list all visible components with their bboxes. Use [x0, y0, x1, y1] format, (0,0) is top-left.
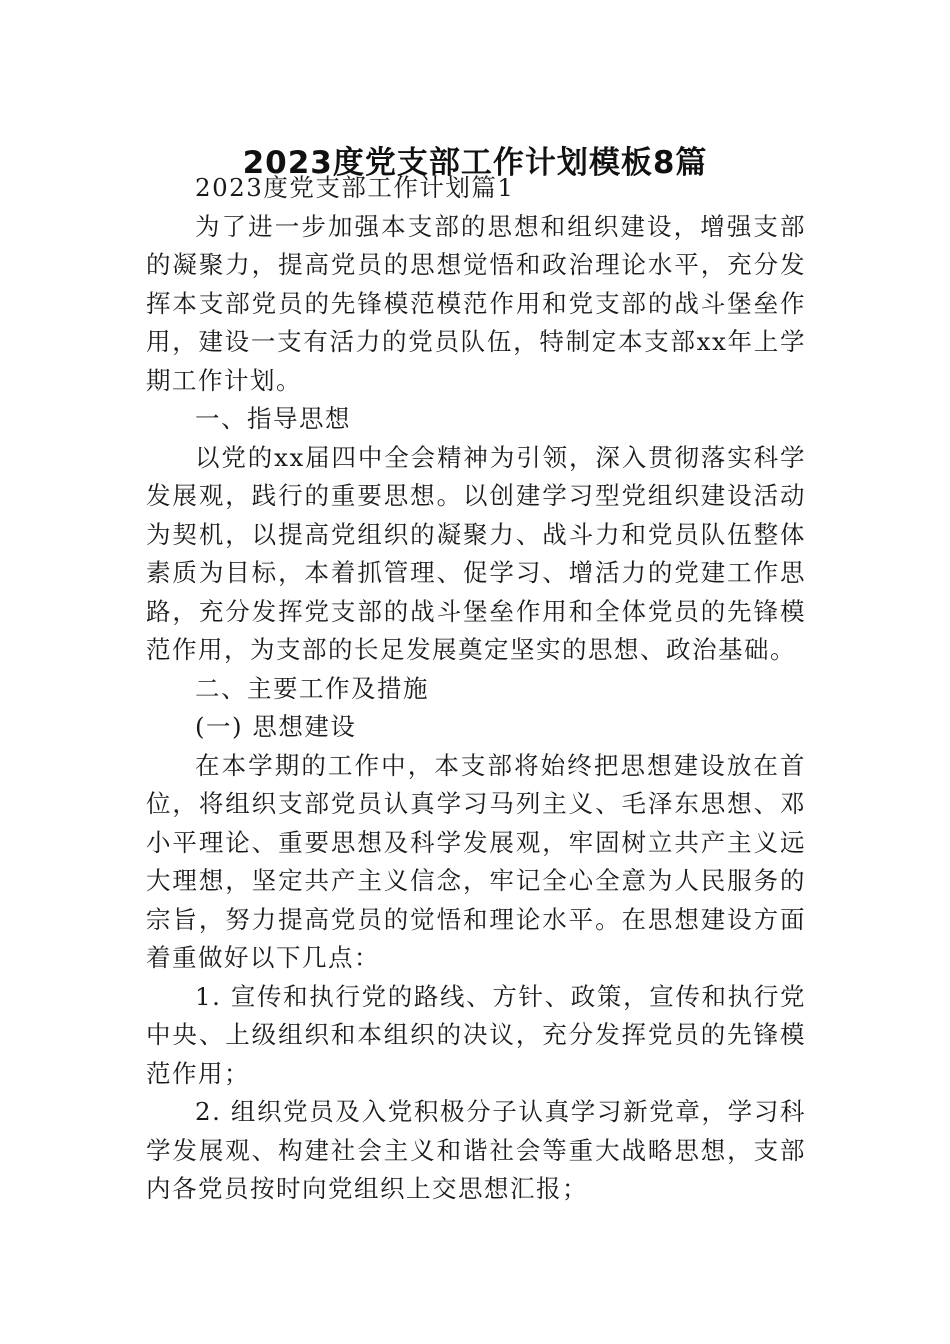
list-item: 1. 宣传和执行党的路线、方针、政策，宣传和执行党中央、上级组织和本组织的决议，充分发挥党员的先锋模范作用； [146, 981, 806, 1088]
subsection-heading-ideological: (一) 思想建设 [195, 712, 357, 741]
document-body [146, 169, 806, 1209]
body-paragraph: 为了进一步加强本支部的思想和组织建设，增强支部的凝聚力，提高党员的思想觉悟和政治理论水平，充分发挥本支部党员的先锋模范模范作用和党支部的战斗堡垒作用，建设一支有活力的党员队伍，特制定本支部xx年上学期工作计划。 [146, 211, 806, 395]
list-item: 2. 组织党员及入党积极分子认真学习新党章，学习科学发展观、构建社会主义和谐社会等重大战略思想，支部内各党员按时向党组织上交思想汇报； [146, 1097, 806, 1203]
body-paragraph: 以党的xx届四中全会精神为引领，深入贯彻落实科学发展观，践行的重要思想。以创建学习型党组织建设活动为契机，以提高党组织的凝聚力、战斗力和党员队伍整体素质为目标，本着抓管理、促学习、增活力的党建工作思路，充分发挥党支部的战斗堡垒作用和全体党员的先锋模范作用，为支部的长足发展奠定坚实的思想、政治基础。 [146, 442, 806, 664]
body-paragraph: 在本学期的工作中，本支部将始终把思想建设放在首位，将组织支部党员认真学习马列主义、毛泽东思想、邓小平理论、重要思想及科学发展观，牢固树立共产主义远大理想，坚定共产主义信念，牢记全心全意为人民服务的宗旨，努力提高党员的觉悟和理论水平。在思想建设方面着重做好以下几点： [146, 750, 806, 972]
document-title: 2023度党支部工作计划模板8篇 [242, 144, 708, 181]
section-heading-guiding-thought: 一、指导思想 [195, 404, 351, 433]
section-heading-main-work: 二、主要工作及措施 [195, 673, 429, 703]
section-heading-plan-1: 2023度党支部工作计划篇1 [195, 173, 515, 202]
